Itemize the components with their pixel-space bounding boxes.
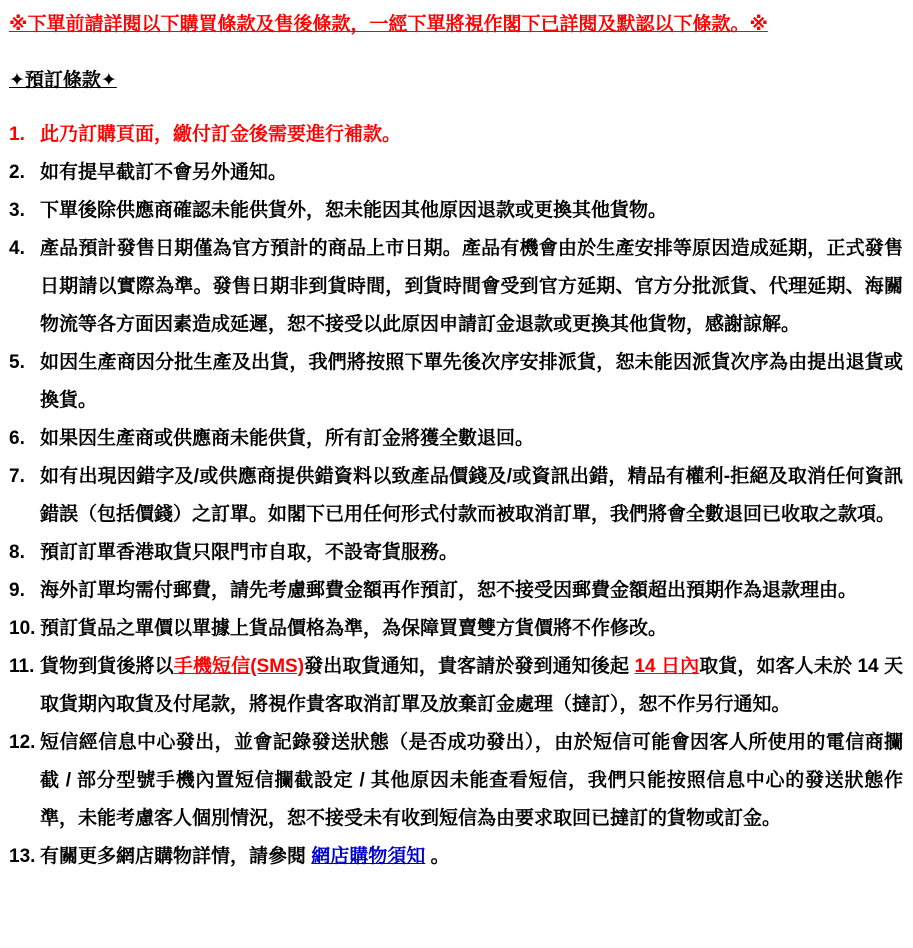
term-text bbox=[40, 648, 903, 724]
term-number: 6. bbox=[9, 427, 25, 449]
term-number: 1. bbox=[9, 123, 25, 145]
term-text bbox=[40, 838, 903, 876]
term-item bbox=[9, 724, 903, 838]
term-text-segment: 。 bbox=[425, 845, 450, 867]
term-text-segment: 如果因生產商或供應商未能供貨，所有訂金將獲全數退回。 bbox=[40, 427, 535, 449]
term-text-segment: 如因生產商因分批生產及出貨，我們將按照下單先後次序安排派貨，恕未能因派貨次序為由提出退貨或換貨。 bbox=[40, 351, 903, 411]
term-item bbox=[9, 344, 903, 420]
term-text-segment: 短信經信息中心發出，並會記錄發送狀態（是否成功發出），由於短信可能會因客人所使用的電信商攔截 / 部分型號手機內置短信攔截設定 / 其他原因未能查看短信，我們只能按照信息中心的發送狀態作準，未能考慮客人個別情況，恕不接受未有收到短信為由要求取回已撻訂的貨物或訂金。 bbox=[40, 731, 903, 829]
term-text-segment: 海外訂單均需付郵費，請先考慮郵費金額再作預訂，恕不接受因郵費金額超出預期作為退款理由。 bbox=[40, 579, 858, 601]
term-item bbox=[9, 154, 903, 192]
term-item bbox=[9, 420, 903, 458]
term-text bbox=[40, 534, 903, 572]
term-number: 8. bbox=[9, 541, 25, 563]
term-number: 11. bbox=[9, 655, 35, 677]
term-text-segment: 預訂貨品之單價以單據上貨品價格為準，為保障買賣雙方貨價將不作修改。 bbox=[40, 617, 668, 639]
preorder-terms-title: ✦預訂條款✦ bbox=[9, 69, 117, 91]
term-number: 4. bbox=[9, 237, 25, 259]
term-number: 9. bbox=[9, 579, 25, 601]
term-text bbox=[40, 154, 903, 192]
term-text bbox=[40, 230, 903, 344]
shop-guide-link[interactable]: 網店購物須知 bbox=[311, 845, 426, 867]
term-item bbox=[9, 610, 903, 648]
term-number: 2. bbox=[9, 161, 25, 183]
term-text-highlight: 手機短信(SMS) bbox=[173, 655, 305, 677]
term-text-segment: 取貨，如客人未於 14 天取貨期內取貨及付尾款，將視作貴客取消訂單及放棄訂金處理（撻訂），恕不作另行通知。 bbox=[40, 655, 903, 715]
term-text-segment: 如有出現因錯字及/或供應商提供錯資料以致產品價錢及/或資訊出錯，精品有權利-拒絕及取消任何資訊錯誤（包括價錢）之訂單。如閣下已用任何形式付款而被取消訂單，我們將會全數退回已收取之款項。 bbox=[40, 465, 903, 525]
term-text-highlight: 此乃訂購頁面，繳付訂金後需要進行補款。 bbox=[40, 123, 402, 145]
term-number: 3. bbox=[9, 199, 25, 221]
term-text bbox=[40, 420, 903, 458]
term-item bbox=[9, 534, 903, 572]
term-text-segment: 有關更多網店購物詳情，請參閱 bbox=[40, 845, 312, 867]
term-text bbox=[40, 610, 903, 648]
term-text bbox=[40, 116, 903, 154]
term-text bbox=[40, 572, 903, 610]
term-item bbox=[9, 192, 903, 230]
term-number: 12. bbox=[9, 731, 36, 753]
term-number: 7. bbox=[9, 465, 25, 487]
term-text bbox=[40, 344, 903, 420]
term-item bbox=[9, 648, 903, 724]
term-text-segment: 下單後除供應商確認未能供貨外，恕未能因其他原因退款或更換其他貨物。 bbox=[40, 199, 668, 221]
terms-list bbox=[9, 116, 903, 876]
term-text bbox=[40, 458, 903, 534]
term-number: 5. bbox=[9, 351, 25, 373]
term-text-segment: 發出取貨通知，貴客請於發到通知後起 bbox=[304, 655, 635, 677]
term-text-segment: 產品預計發售日期僅為官方預計的商品上市日期。產品有機會由於生產安排等原因造成延期，正式發售日期請以實際為準。發售日期非到貨時間，到貨時間會受到官方延期、官方分批派貨、代理延期、海關物流等各方面因素造成延遲，恕不接受以此原因申請訂金退款或更換其他貨物，感謝諒解。 bbox=[40, 237, 903, 335]
term-text-highlight: 14 日內 bbox=[634, 655, 700, 677]
term-text bbox=[40, 724, 903, 838]
term-text-segment: 貨物到貨後將以 bbox=[40, 655, 174, 677]
term-text-segment: 如有提早截訂不會另外通知。 bbox=[40, 161, 288, 183]
term-item bbox=[9, 116, 903, 154]
term-item bbox=[9, 572, 903, 610]
term-number: 13. bbox=[9, 845, 36, 867]
purchase-notice-header: ※下單前請詳閱以下購買條款及售後條款，一經下單將視作閣下已詳閱及默認以下條款。※ bbox=[9, 14, 768, 35]
term-text-segment: 預訂訂單香港取貨只限門市自取，不設寄貨服務。 bbox=[40, 541, 459, 563]
term-item bbox=[9, 230, 903, 344]
term-item bbox=[9, 458, 903, 534]
term-text bbox=[40, 192, 903, 230]
term-item bbox=[9, 838, 903, 876]
term-number: 10. bbox=[9, 617, 36, 639]
